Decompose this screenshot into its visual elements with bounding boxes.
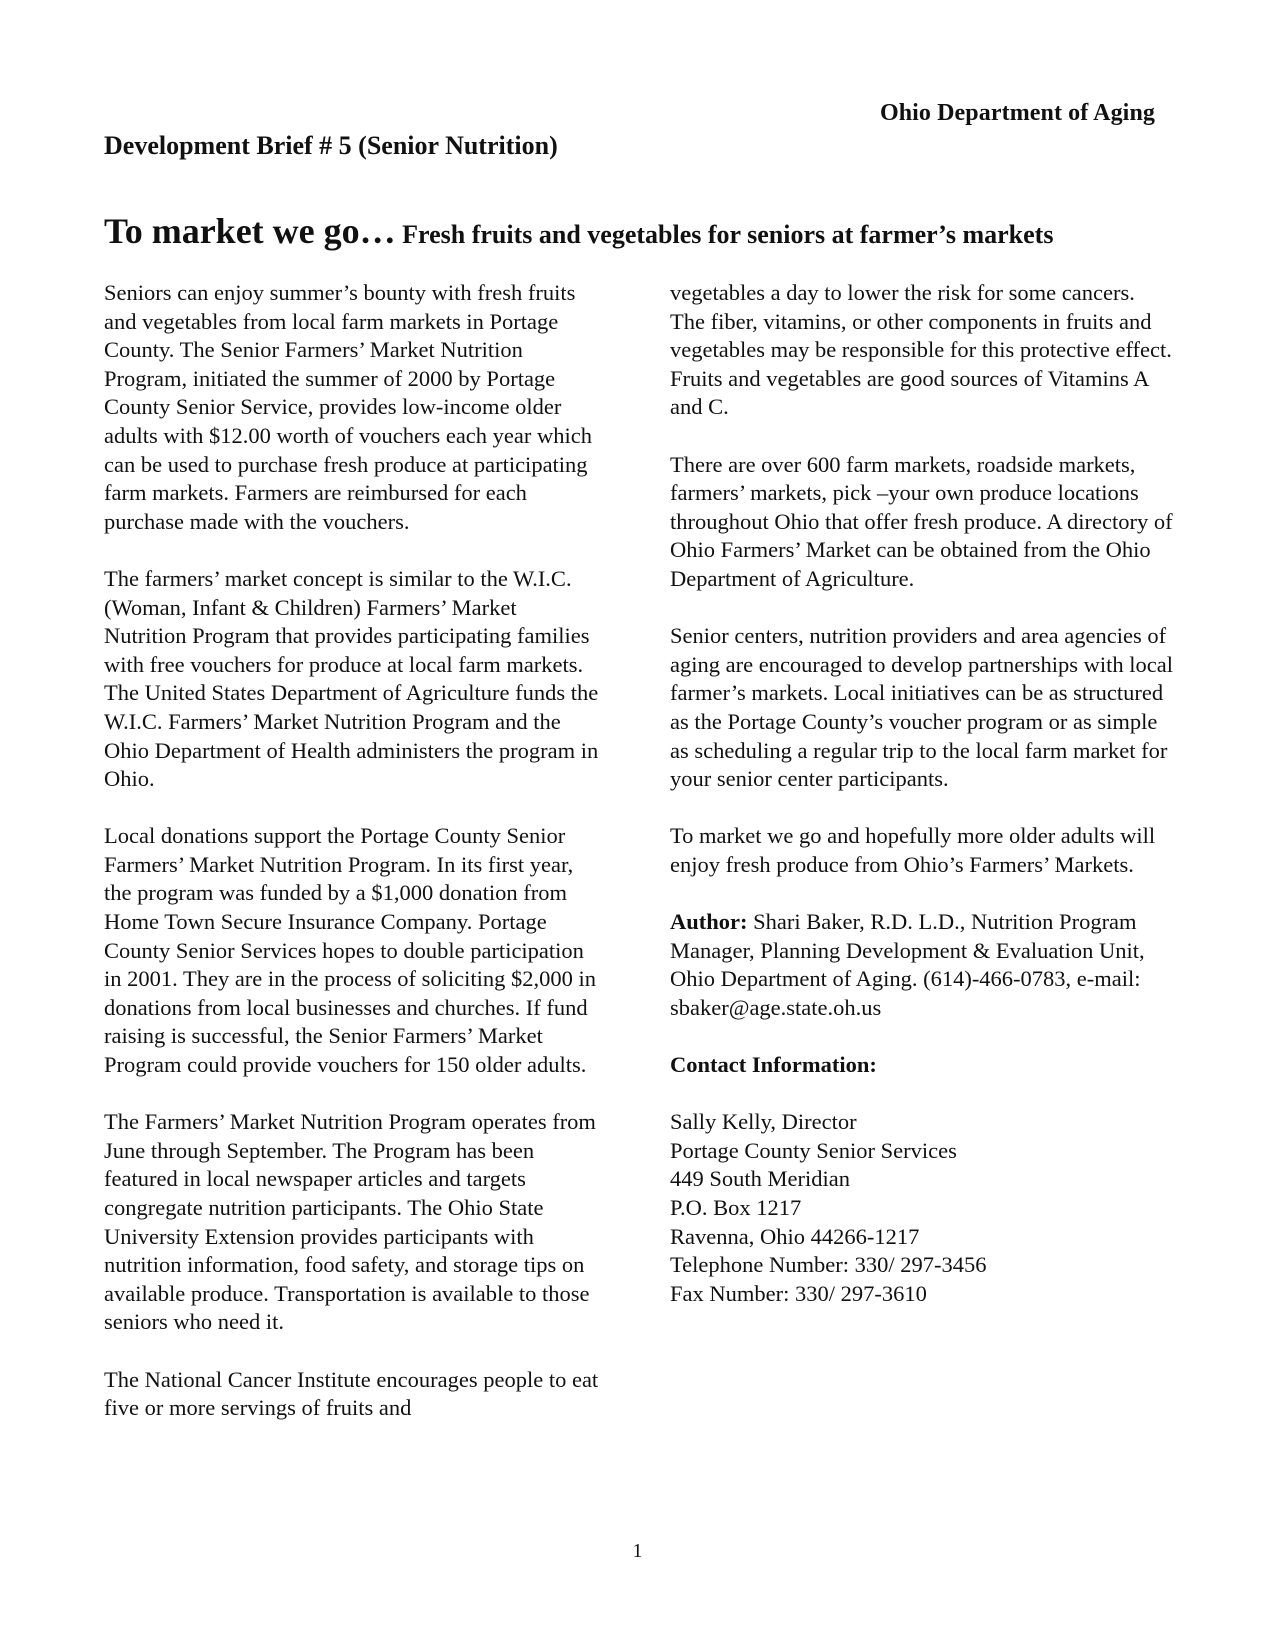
headline-main: To market we go… <box>104 211 396 251</box>
page-number: 1 <box>632 1540 643 1562</box>
author-details: Shari Baker, R.D. L.D., Nutrition Program Manager, Planning Development & Evaluation Unit, Ohio Department of Aging. (614)-466-0783, e-mail: sbaker@age.state.oh.us <box>670 909 1145 1020</box>
contact-line: Ravenna, Ohio 44266-1217 <box>670 1223 920 1249</box>
left-column <box>104 279 599 1423</box>
paragraph: To market we go and hopefully more older adults will enjoy fresh produce from Ohio’s Farmers’ Markets. <box>670 823 1156 877</box>
contact-heading: Contact Information: <box>670 1052 877 1078</box>
author-block <box>670 908 1175 1022</box>
headline-subtitle: Fresh fruits and vegetables for seniors at farmer’s markets <box>395 220 1054 249</box>
contact-line: P.O. Box 1217 <box>670 1195 802 1220</box>
paragraph: The Farmers’ Market Nutrition Program operates from June through September. The Program has been featured in local newspaper articles and targets congregate nutrition participants. The Ohio State University Extension provides participants with nutrition information, food safety, and storage tips on available produce. Transportation is available to those seniors who need it. <box>104 1109 596 1335</box>
paragraph: Seniors can enjoy summer’s bounty with fresh fruits and vegetables from local farm markets in Portage County. The Senior Farmers’ Market Nutrition Program, initiated the summer of 2000 by Portage County Senior Service, provides low-income older adults with $12.00 worth of vouchers each year which can be used to purchase fresh produce at participating farm markets. Farmers are reimbursed for each purchase made with the vouchers. <box>104 280 592 534</box>
author-label: Author: <box>670 909 748 935</box>
contact-line: Telephone Number: 330/ 297-3456 <box>670 1252 987 1278</box>
contact-line: Fax Number: 330/ 297-3610 <box>670 1280 927 1306</box>
contact-info <box>670 1108 1175 1308</box>
contact-line: Portage County Senior Services <box>670 1137 957 1163</box>
paragraph: The farmers’ market concept is similar to the W.I.C. (Woman, Infant & Children) Farmers’ Market Nutrition Program that provides participating families with free vouchers for produce at local farm markets. The United States Department of Agriculture funds the W.I.C. Farmers’ Market Nutrition Program and the Ohio Department of Health administers the program in Ohio. <box>104 565 599 792</box>
paragraph: Local donations support the Portage County Senior Farmers’ Market Nutrition Program. In its first year, the program was funded by a $1,000 donation from Home Town Secure Insurance Company. Portage County Senior Services hopes to double participation in 2001. They are in the process of soliciting $2,000 in donations from local businesses and churches. If fund raising is successful, the Senior Farmers’ Market Program could provide vouchers for 150 older adults. <box>104 823 597 1078</box>
contact-line: Sally Kelly, Director <box>670 1109 857 1135</box>
right-column <box>670 279 1175 1308</box>
headline <box>104 210 1184 252</box>
paragraph: The National Cancer Institute encourages people to eat five or more servings of fruits and <box>104 1366 599 1421</box>
brief-title: Development Brief # 5 (Senior Nutrition) <box>104 131 558 160</box>
contact-line: 449 South Meridian <box>670 1166 850 1192</box>
paragraph: There are over 600 farm markets, roadside markets, farmers’ markets, pick –your own produce locations throughout Ohio that offer fresh produce. A directory of Ohio Farmers’ Market can be obtained from the Ohio Department of Agriculture. <box>670 451 1173 591</box>
organization-name: Ohio Department of Aging <box>879 100 1155 126</box>
paragraph: vegetables a day to lower the risk for some cancers. The fiber, vitamins, or other components in fruits and vegetables may be responsible for this protective effect. Fruits and vegetables are good sources of Vitamins A and C. <box>670 280 1172 420</box>
paragraph: Senior centers, nutrition providers and area agencies of aging are encouraged to develop partnerships with local farmer’s markets. Local initiatives can be as structured as the Portage County’s voucher program or as simple as scheduling a regular trip to the local farm market for your senior center participants. <box>670 623 1173 792</box>
